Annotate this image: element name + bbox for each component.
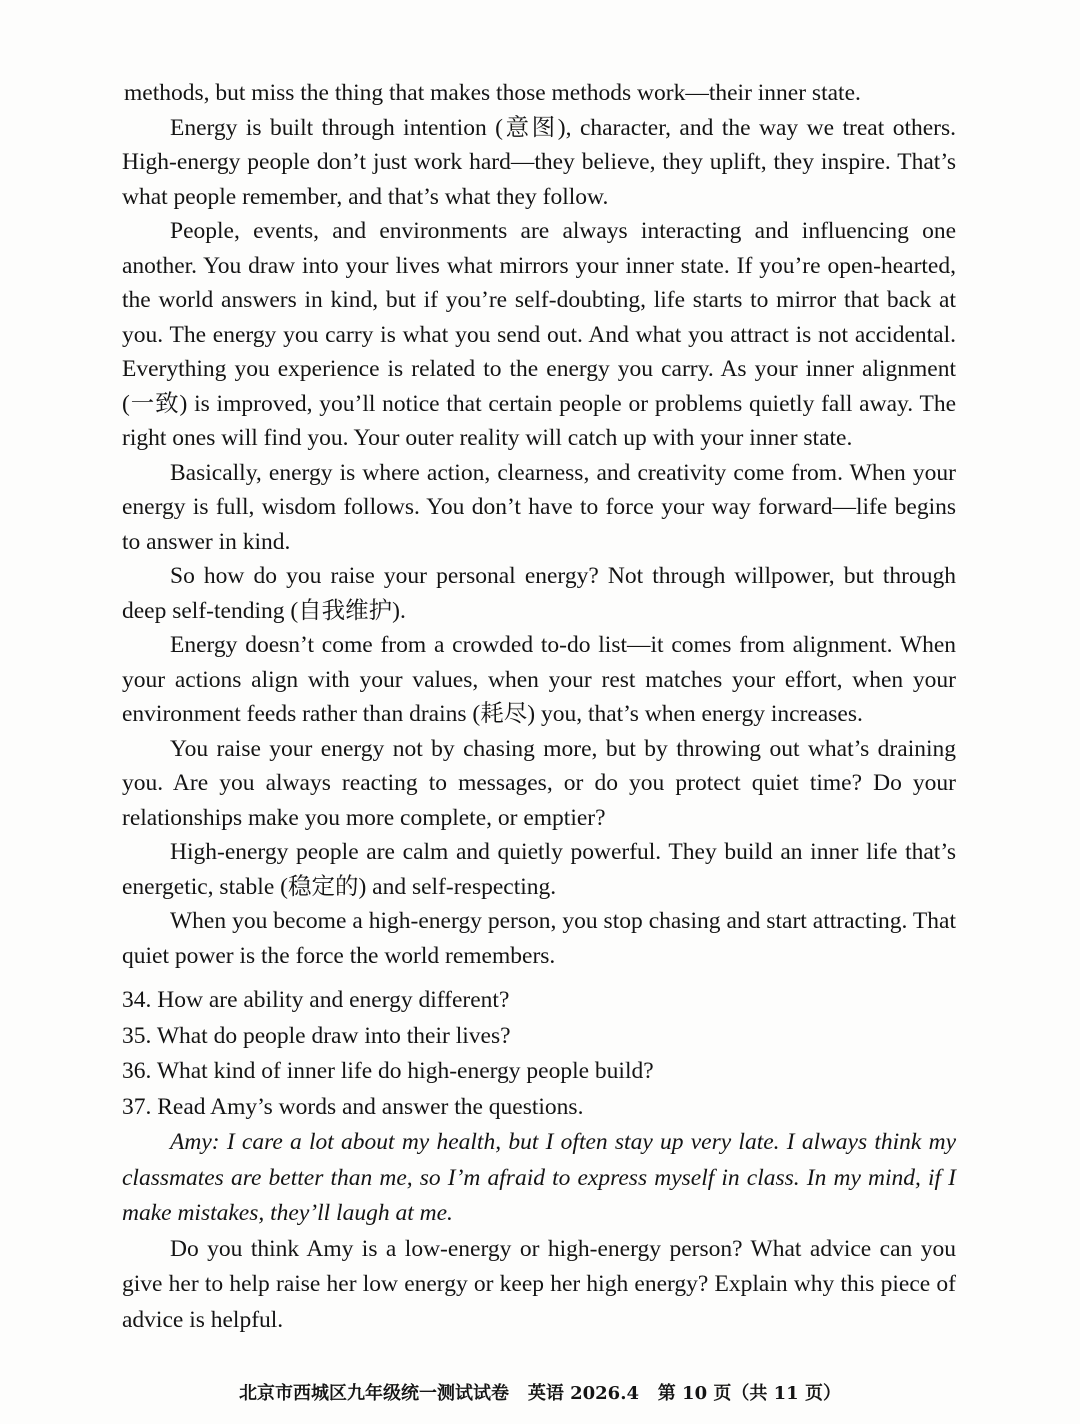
passage-paragraph-6: Energy doesn’t come from a crowded to-do list—it comes from alignment. When your actions align with your values, when your rest matches your effort, when your environment feeds rather than drains (耗尽) you, that’s when energy increases. [122, 632, 956, 727]
passage-paragraph-5: So how do you raise your personal energy? Not through willpower, but through deep self-tending (自我维护). [122, 563, 956, 624]
passage-paragraph-8: High-energy people are calm and quietly powerful. They build an inner life that’s energetic, stable (稳定的) and self-respecting. [122, 839, 956, 900]
questions-section [122, 983, 956, 1338]
passage-paragraph-3: People, events, and environments are always interacting and influencing one another. You draw into your lives what mirrors your inner state. If you’re open-hearted, the world answers in kind, but if you’re self-doubting, life starts to mirror that back at you. The energy you carry is what you send out. And what you attract is not accidental. Everything you experience is related to the energy you carry. As your inner alignment (一致) is improved, you’ll notice that certain people or problems quietly fall away. The right ones will find you. Your outer reality will catch up with your inner state. [122, 218, 956, 451]
passage-paragraph-1: methods, but miss the thing that makes those methods work—their inner state. [124, 80, 861, 106]
passage-paragraph-2: Energy is built through intention (意图), character, and the way we treat others. High-energy people don’t just work hard—they believe, they uplift, they inspire. That’s what people remember, and that’s what they follow. [122, 114, 956, 210]
question-34: 34. How are ability and energy different? [122, 987, 510, 1013]
amy-quote: Amy: I care a lot about my health, but I often stay up very late. I always think my classmates are better than me, so I’m afraid to express myself in class. In my mind, if I make mistakes, they’ll laugh at me. [122, 1129, 956, 1226]
page-footer: 北京市西城区九年级统一测试试卷 英语 2026.4 第 10 页（共 11 页） [239, 1383, 841, 1404]
question-37-task: Do you think Amy is a low-energy or high-energy person? What advice can you give her to help raise her low energy or keep her high energy? Explain why this piece of advice is helpful. [122, 1235, 956, 1333]
question-37: 37. Read Amy’s words and answer the questions. [122, 1093, 584, 1120]
reading-passage [122, 76, 956, 973]
question-35: 35. What do people draw into their lives? [122, 1022, 511, 1049]
passage-paragraph-4: Basically, energy is where action, clearness, and creativity come from. When your energy is full, wisdom follows. You don’t have to force your way forward—life begins to answer in kind. [122, 459, 956, 555]
passage-paragraph-7: You raise your energy not by chasing more, but by throwing out what’s draining you. Are you always reacting to messages, or do you protect quiet time? Do your relationships make you more complete, or emptier? [122, 735, 956, 831]
passage-paragraph-9: When you become a high-energy person, you stop chasing and start attracting. That quiet power is the force the world remembers. [122, 908, 956, 969]
question-36: 36. What kind of inner life do high-energy people build? [122, 1058, 654, 1084]
